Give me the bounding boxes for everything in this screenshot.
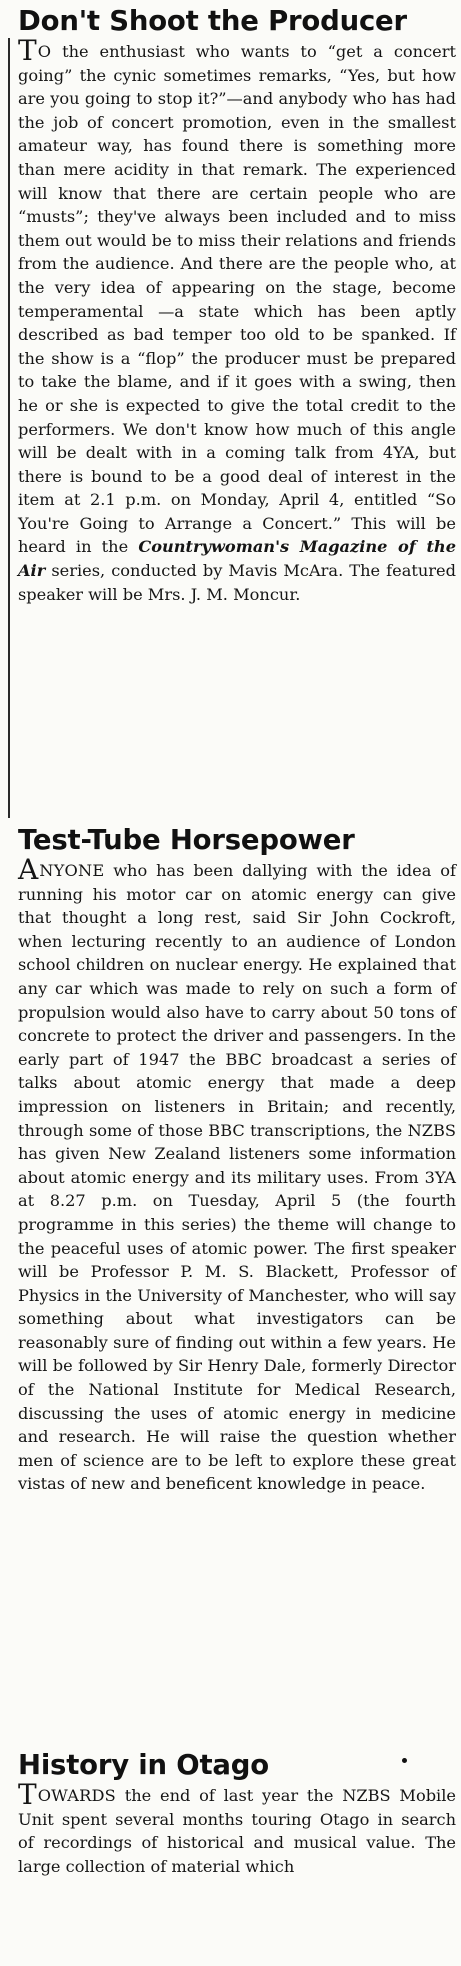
article-body [18,853,456,1496]
article-headline: History in Otago [18,1749,269,1781]
drop-cap: T [18,1778,37,1811]
lead-caps: OWARDS [37,1786,116,1805]
article-text-end: series, conducted by Mavis McAra. The featured speaker will be Mrs. J. M. Moncur. [18,561,456,604]
article-text: the end of last year the NZBS Mobile Unit spent several months touring Otago in search of recordings of historical and musical value. The large collection of material which [18,1786,456,1876]
series-title: Countrywoman's Magazine of the Air [18,537,456,581]
article-text: the enthusiast who wants to “get a concert going” the cynic sometimes remarks, “Yes, but how are you going to stop it?”—and anybody who has had the job of concert promotion, even in the smallest amateur way, has found there is something more than mere acidity in that remark. The experienced will know that there are certain people who are “musts”; they've always been included and to miss them out would be to miss their relations and friends from the audience. And there are the people who, at the very idea of appearing on the stage, become temperamental —a state which has been aptly described as bad temper too old to be spanked. If the show is a “flop” the producer must be prepared to take the blame, and if it goes with a swing, then he or she is expected to give the total credit to the performers. We don't know how much of this angle will be dealt with in a coming talk from 4YA, but there is bound to be a good deal of interest in the item at 2.1 p.m. on Monday, April 4, entitled “So You're Going to Arrange a Concert.” This will be heard in the [18,42,456,557]
column-rule [8,38,10,818]
article-body [18,34,456,606]
article-headline: Don't Shoot the Producer [18,5,407,37]
lead-caps: NYONE [39,861,105,880]
article-test-tube-horsepower [18,823,456,1496]
drop-cap: T [18,34,37,67]
article-headline: Test-Tube Horsepower [18,824,355,856]
drop-cap: A [18,853,39,886]
article-text: who has been dallying with the idea of running his motor car on atomic energy can give that thought a long rest, said Sir John Cockroft, when lecturing recently to an audience of London school children on nuclear energy. He explained that any car which was made to rely on such a form of propulsion would also have to carry about 50 tons of concrete to protect the driver and passengers. In the early part of 1947 the BBC broadcast a series of talks about atomic energy that made a deep impression on listeners in Britain; and recently, through some of those BBC transcriptions, the NZBS has given New Zealand listeners some information about atomic energy and its military uses. From 3YA at 8.27 p.m. on Tuesday, April 5 (the fourth programme in this series) the theme will change to the peaceful uses of atomic power. The first speaker will be Professor P. M. S. Blackett, Professor of Physics in the University of Manchester, who will say something about what investigators can be reasonably sure of finding out within a few years. He will be followed by Sir Henry Dale, formerly Director of the National Institute for Medical Research, discussing the uses of atomic energy in medicine and research. He will raise the question whether men of science are to be left to explore these great vistas of new and beneficent knowledge in peace. [18,861,456,1494]
lead-caps: O [37,42,52,61]
article-history-in-otago [18,1748,456,1878]
article-body [18,1778,456,1878]
article-dont-shoot-the-producer [18,4,456,606]
